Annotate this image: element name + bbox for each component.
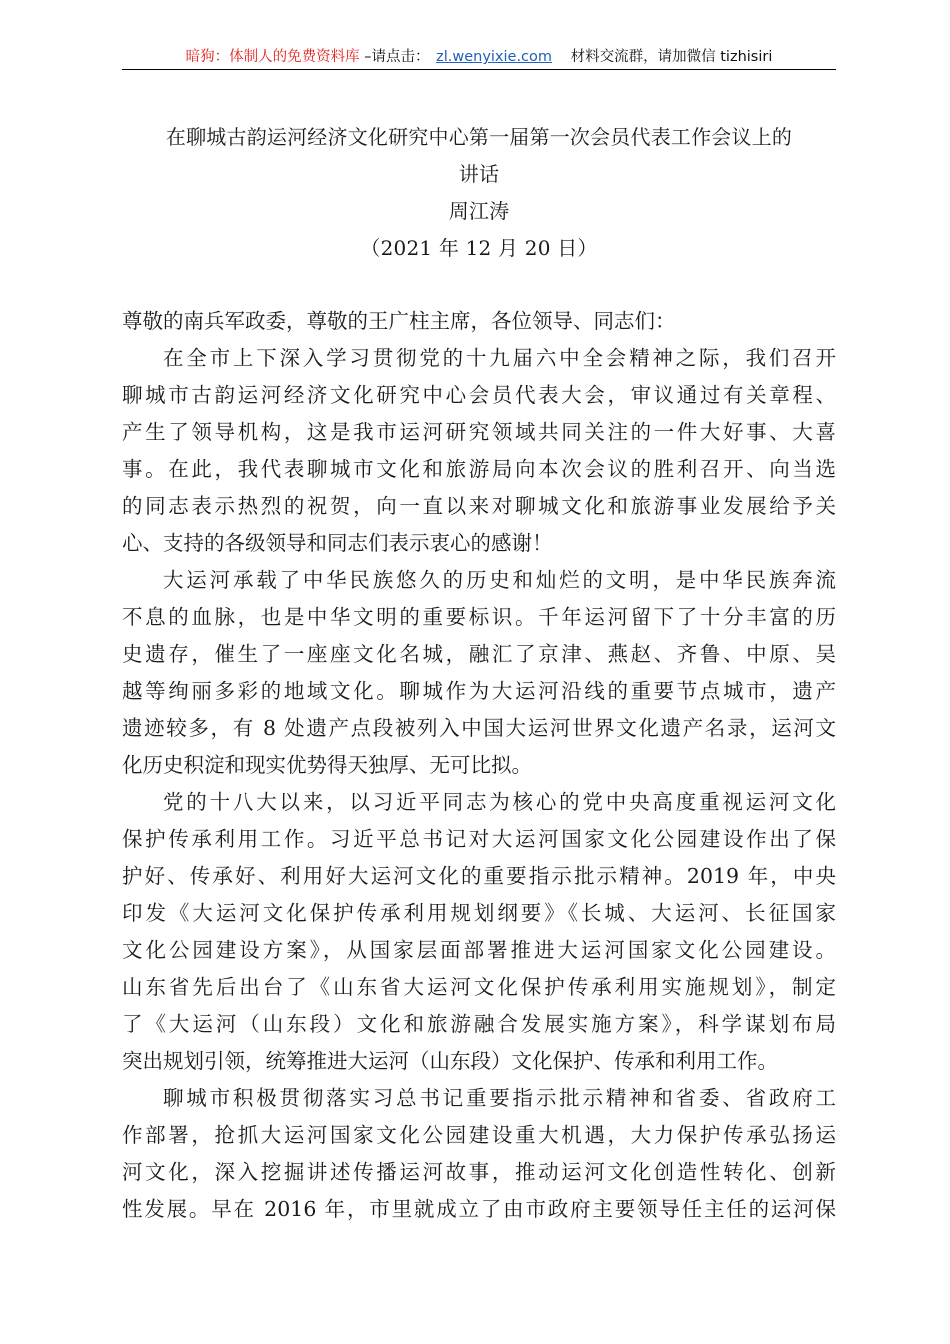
paragraph-4: [122, 1080, 836, 1228]
paragraph-line: 了《大运河（山东段）文化和旅游融合发展实施方案》，科学谋划布局: [122, 1012, 836, 1036]
document-author: 周江涛: [448, 199, 510, 223]
document-title-line-1: 在聊城古韵运河经济文化研究中心第一届第一次会员代表工作会议上的: [165, 125, 793, 149]
paragraph-line: 不息的血脉，也是中华文明的重要标识。千年运河留下了十分丰富的历: [122, 605, 836, 629]
paragraph-line: 印发《大运河文化保护传承利用规划纲要》《长城、大运河、长征国家: [122, 901, 836, 925]
paragraph-3: [122, 784, 836, 1080]
paragraph-line: 保护传承利用工作。习近平总书记对大运河国家文化公园建设作出了保: [122, 827, 836, 851]
paragraph-line: 河文化，深入挖掘讲述传播运河故事，推动运河文化创造性转化、创新: [122, 1160, 836, 1184]
paragraph-2: [122, 562, 836, 784]
header-contact: 材料交流群，请加微信 tizhisiri: [570, 49, 773, 65]
paragraph-line: 心、支持的各级领导和同志们表示衷心的感谢！: [122, 531, 553, 555]
paragraph-line: 突出规划引领，统筹推进大运河（山东段）文化保护、传承和利用工作。: [122, 1049, 778, 1073]
header-link[interactable]: zl.wenyixie.com: [436, 49, 553, 65]
salutation-text: 尊敬的南兵军政委，尊敬的王广柱主席，各位领导、同志们：: [122, 309, 676, 333]
salutation: [122, 303, 836, 340]
document-title-line-2: 讲话: [458, 162, 500, 186]
paragraph-line: 性发展。早在 2016 年，市里就成立了由市政府主要领导任主任的运河保: [122, 1197, 836, 1221]
paragraph-1: [122, 340, 836, 562]
paragraph-line: 党的十八大以来，以习近平同志为核心的党中央高度重视运河文化: [163, 790, 836, 814]
watermark-header: [122, 46, 836, 68]
paragraph-line: 遗迹较多，有 8 处遗产点段被列入中国大运河世界文化遗产名录，运河文: [122, 716, 836, 740]
document-title-block: [122, 119, 836, 267]
header-divider: [122, 69, 836, 70]
header-brand: 暗狗：体制人的免费资料库: [185, 49, 360, 65]
paragraph-line: 在全市上下深入学习贯彻党的十九届六中全会精神之际，我们召开: [163, 346, 836, 370]
paragraph-line: 作部署，抢抓大运河国家文化公园建设重大机遇，大力保护传承弘扬运: [122, 1123, 836, 1147]
document-date: （2021 年 12 月 20 日）: [360, 236, 598, 260]
paragraph-line: 产生了领导机构，这是我市运河研究领域共同关注的一件大好事、大喜: [122, 420, 836, 444]
paragraph-line: 聊城市积极贯彻落实习总书记重要指示批示精神和省委、省政府工: [163, 1086, 836, 1110]
header-prompt: –请点击：: [364, 49, 430, 65]
paragraph-line: 化历史积淀和现实优势得天独厚、无可比拟。: [122, 753, 532, 777]
paragraph-line: 史遗存，催生了一座座文化名城，融汇了京津、燕赵、齐鲁、中原、吴: [122, 642, 836, 666]
paragraph-line: 大运河承载了中华民族悠久的历史和灿烂的文明，是中华民族奔流: [163, 568, 836, 592]
paragraph-line: 聊城市古韵运河经济文化研究中心会员代表大会，审议通过有关章程、: [122, 383, 836, 407]
document-body: [122, 303, 836, 1228]
paragraph-line: 事。在此，我代表聊城市文化和旅游局向本次会议的胜利召开、向当选: [122, 457, 836, 481]
paragraph-line: 的同志表示热烈的祝贺，向一直以来对聊城文化和旅游事业发展给予关: [122, 494, 836, 518]
paragraph-line: 越等绚丽多彩的地域文化。聊城作为大运河沿线的重要节点城市，遗产: [122, 679, 836, 703]
paragraph-line: 护好、传承好、利用好大运河文化的重要指示批示精神。2019 年，中央: [122, 864, 836, 888]
paragraph-line: 山东省先后出台了《山东省大运河文化保护传承利用实施规划》，制定: [122, 975, 836, 999]
paragraph-line: 文化公园建设方案》，从国家层面部署推进大运河国家文化公园建设。: [122, 938, 836, 962]
